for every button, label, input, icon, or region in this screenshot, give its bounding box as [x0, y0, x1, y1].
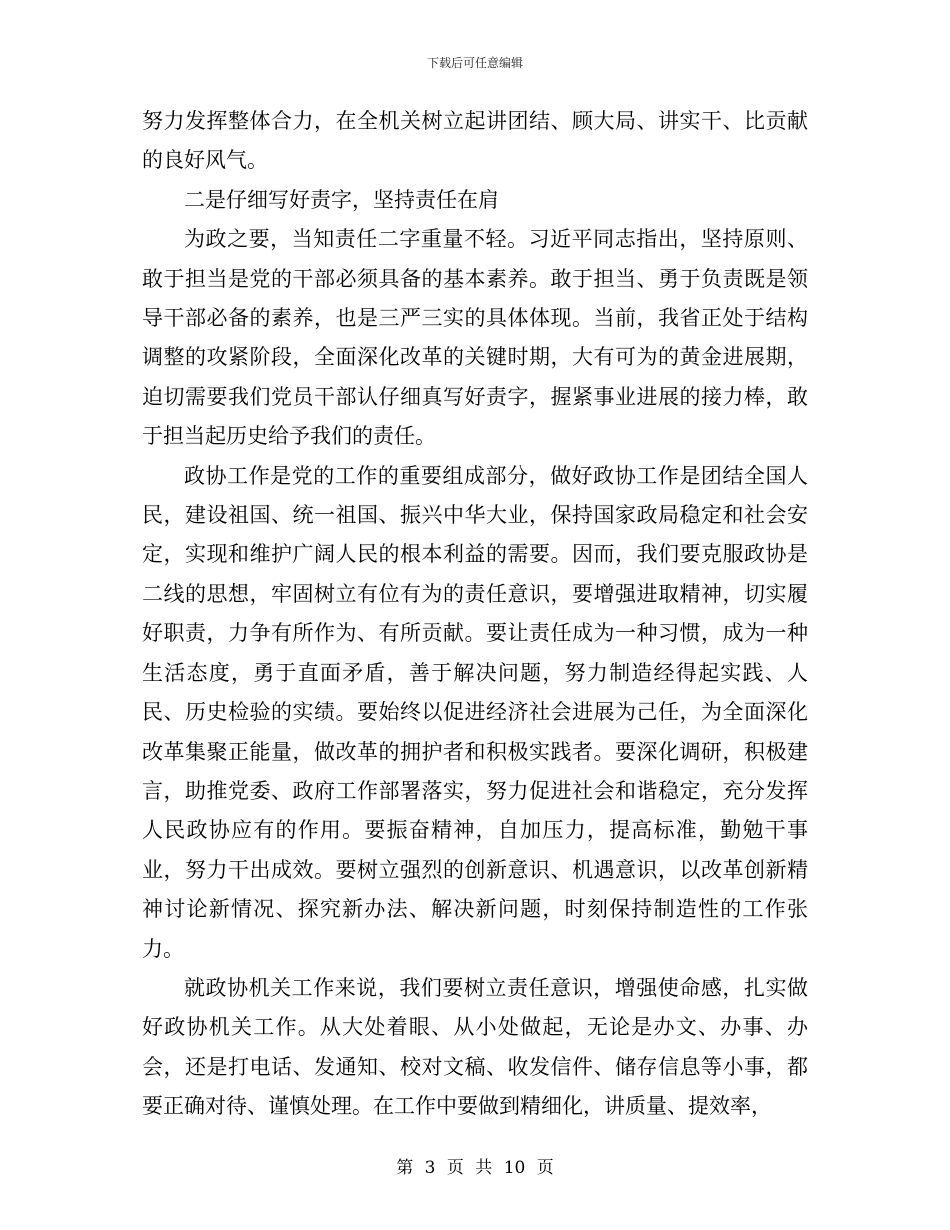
paragraph: 就政协机关工作来说，我们要树立责任意识，增强使命感，扎实做好政协机关工作。从大处着眼、从小处做起，无论是办文、办事、办会，还是打电话、发通知、校对文稿、收发信件、储存信息等小事，都要正确对待、谨慎处理。在工作中要做到精细化，讲质量、提效率，	[142, 975, 808, 1119]
document-body	[142, 102, 808, 1127]
paragraph-continuation: 努力发挥整体合力，在全机关树立起讲团结、顾大局、讲实干、比贡献的良好风气。	[142, 109, 808, 173]
paragraph: 为政之要，当知责任二字重量不轻。习近平同志指出，坚持原则、敢于担当是党的干部必须具备的基本素养。敢于担当、勇于负责既是领导干部必备的素养，也是三严三实的具体体现。当前，我省正处于结构调整的攻紧阶段，全面深化改革的关键时期，大有可为的黄金进展期，迫切需要我们党员干部认仔细真写好责字，握紧事业进展的接力棒，敢于担当起历史给予我们的责任。	[142, 227, 808, 449]
page-number: 第 3 页 共 10 页	[396, 1158, 554, 1178]
section-heading: 二是仔细写好责字，坚持责任在肩	[184, 187, 499, 212]
page-header: 下载后可任意编辑	[426, 56, 523, 70]
paragraph: 政协工作是党的工作的重要组成部分，做好政协工作是团结全国人民，建设祖国、统一祖国、振兴中华大业，保持国家政局稳定和社会安定，实现和维护广阔人民的根本利益的需要。因而，我们要克服政协是二线的思想，牢固树立有位有为的责任意识，要增强进取精神，切实履好职责，力争有所作为、有所贡献。要让责任成为一种习惯，成为一种生活态度，勇于直面矛盾，善于解决问题，努力制造经得起实践、人民、历史检验的实绩。要始终以促进经济社会进展为己任，为全面深化改革集聚正能量，做改革的拥护者和积极实践者。要深化调研，积极建言，助推党委、政府工作部署落实，努力促进社会和谐稳定，充分发挥人民政协应有的作用。要振奋精神，自加压力，提高标准，勤勉干事业，努力干出成效。要树立强烈的创新意识、机遇意识，以改革创新精神讨论新情况、探究新办法、解决新问题，时刻保持制造性的工作张力。	[142, 463, 808, 961]
